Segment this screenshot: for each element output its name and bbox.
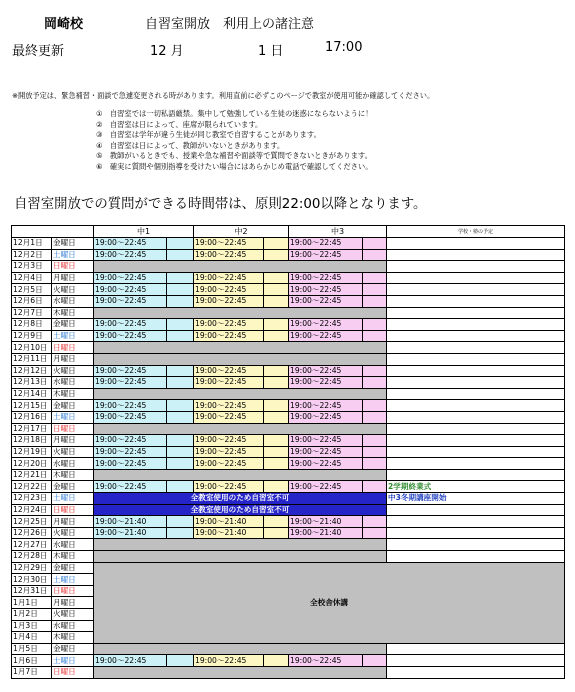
open-time-spacer xyxy=(167,319,194,331)
open-time-spacer xyxy=(167,400,194,412)
school-plan-cell xyxy=(387,551,565,563)
open-time-spacer xyxy=(363,295,387,307)
weekday-cell: 水曜日 xyxy=(52,620,94,632)
weekday-cell: 水曜日 xyxy=(52,458,94,470)
table-row xyxy=(12,272,565,284)
open-time-c1: 19:00～22:45 xyxy=(94,284,167,296)
weekday-cell: 火曜日 xyxy=(52,365,94,377)
weekday-cell: 日曜日 xyxy=(52,585,94,597)
date-cell: 1月5日 xyxy=(12,643,52,655)
closed-room-cell xyxy=(94,342,387,354)
weekday-cell: 土曜日 xyxy=(52,493,94,505)
school-plan-cell xyxy=(387,643,565,655)
school-plan-cell: 2学期終業式 xyxy=(387,481,565,493)
school-name: 岡崎校 xyxy=(44,17,84,32)
weekday-cell: 木曜日 xyxy=(52,551,94,563)
school-plan-cell xyxy=(387,458,565,470)
date-cell: 12月8日 xyxy=(12,319,52,331)
open-time-c3: 19:00～22:45 xyxy=(289,295,363,307)
school-plan-cell xyxy=(387,446,565,458)
open-time-spacer xyxy=(167,238,194,250)
open-time-c2: 19:00～22:45 xyxy=(194,330,264,342)
weekday-cell: 木曜日 xyxy=(52,307,94,319)
open-time-c2: 19:00～22:45 xyxy=(194,284,264,296)
date-cell: 1月2日 xyxy=(12,609,52,621)
open-time-spacer xyxy=(363,272,387,284)
weekday-cell: 火曜日 xyxy=(52,527,94,539)
date-cell: 12月28日 xyxy=(12,551,52,563)
open-time-spacer xyxy=(264,238,289,250)
open-time-spacer xyxy=(167,458,194,470)
weekday-cell: 土曜日 xyxy=(52,655,94,667)
weekday-cell: 日曜日 xyxy=(52,666,94,678)
open-time-c2: 19:00～21:40 xyxy=(194,516,264,528)
table-row xyxy=(12,493,565,505)
date-cell: 12月20日 xyxy=(12,458,52,470)
closure-notice: 全校舎休講 xyxy=(94,562,565,643)
open-time-c3: 19:00～22:45 xyxy=(289,249,363,261)
table-row xyxy=(12,411,565,423)
page-title: 自習室開放 利用上の諸注意 xyxy=(145,17,315,32)
weekday-cell: 月曜日 xyxy=(52,516,94,528)
open-time-spacer xyxy=(363,446,387,458)
open-time-spacer xyxy=(264,458,289,470)
open-time-c1: 19:00～22:45 xyxy=(94,330,167,342)
table-row xyxy=(12,481,565,493)
open-time-spacer xyxy=(167,435,194,447)
open-time-c3: 19:00～22:45 xyxy=(289,238,363,250)
table-header-row xyxy=(12,226,565,238)
updated-day: 1 日 xyxy=(258,44,284,59)
weekday-cell: 火曜日 xyxy=(52,609,94,621)
date-cell: 12月1日 xyxy=(12,238,52,250)
date-cell: 12月18日 xyxy=(12,435,52,447)
date-cell: 12月30日 xyxy=(12,574,52,586)
date-cell: 12月17日 xyxy=(12,423,52,435)
open-time-c2: 19:00～22:45 xyxy=(194,365,264,377)
open-time-spacer xyxy=(264,400,289,412)
open-time-c3: 19:00～22:45 xyxy=(289,377,363,389)
table-row xyxy=(12,655,565,667)
date-cell: 12月9日 xyxy=(12,330,52,342)
date-cell: 12月11日 xyxy=(12,353,52,365)
open-time-c2: 19:00～22:45 xyxy=(194,272,264,284)
weekday-cell: 金曜日 xyxy=(52,238,94,250)
school-plan-cell xyxy=(387,655,565,667)
closed-room-cell xyxy=(94,261,387,273)
open-time-spacer xyxy=(363,458,387,470)
table-row xyxy=(12,319,565,331)
open-time-c3: 19:00～22:45 xyxy=(289,481,363,493)
schedule-notice: ※開放予定は、緊急補習・面談で急遽変更される時があります。利用直前に必ずこのページで教室が使用可能か確認してください。 xyxy=(12,91,435,100)
table-row xyxy=(12,551,565,563)
school-plan-cell xyxy=(387,330,565,342)
table-row xyxy=(12,365,565,377)
open-time-spacer xyxy=(167,249,194,261)
date-cell: 12月23日 xyxy=(12,493,52,505)
open-time-spacer xyxy=(167,377,194,389)
open-time-c2: 19:00～22:45 xyxy=(194,400,264,412)
school-plan-cell xyxy=(387,284,565,296)
header-grade-1: 中1 xyxy=(94,226,194,238)
open-time-c2: 19:00～22:45 xyxy=(194,411,264,423)
open-time-spacer xyxy=(167,516,194,528)
open-time-spacer xyxy=(264,272,289,284)
open-time-c1: 19:00～22:45 xyxy=(94,238,167,250)
date-cell: 1月7日 xyxy=(12,666,52,678)
weekday-cell: 月曜日 xyxy=(52,272,94,284)
date-cell: 12月22日 xyxy=(12,481,52,493)
header-blank xyxy=(12,226,94,238)
open-time-c2: 19:00～21:40 xyxy=(194,527,264,539)
school-plan-cell xyxy=(387,319,565,331)
open-time-c3: 19:00～22:45 xyxy=(289,446,363,458)
table-row xyxy=(12,307,565,319)
table-row xyxy=(12,504,565,516)
table-row xyxy=(12,423,565,435)
no-study-room-banner: 全教室使用のため自習室不可 xyxy=(94,493,387,505)
weekday-cell: 土曜日 xyxy=(52,330,94,342)
open-time-spacer xyxy=(363,481,387,493)
table-row xyxy=(12,400,565,412)
weekday-cell: 金曜日 xyxy=(52,319,94,331)
open-time-spacer xyxy=(167,446,194,458)
weekday-cell: 水曜日 xyxy=(52,377,94,389)
date-cell: 12月10日 xyxy=(12,342,52,354)
open-time-spacer xyxy=(264,435,289,447)
table-row xyxy=(12,469,565,481)
open-time-c3: 19:00～22:45 xyxy=(289,365,363,377)
table-row xyxy=(12,330,565,342)
header-grade-3: 中3 xyxy=(289,226,387,238)
open-time-spacer xyxy=(167,284,194,296)
table-row xyxy=(12,643,565,655)
open-time-c3: 19:00～22:45 xyxy=(289,272,363,284)
school-plan-cell xyxy=(387,307,565,319)
open-time-c3: 19:00～21:40 xyxy=(289,527,363,539)
weekday-cell: 金曜日 xyxy=(52,643,94,655)
open-time-c1: 19:00～21:40 xyxy=(94,527,167,539)
open-time-spacer xyxy=(363,238,387,250)
open-time-c1: 19:00～22:45 xyxy=(94,481,167,493)
open-time-c3: 19:00～22:45 xyxy=(289,400,363,412)
closed-room-cell xyxy=(94,469,387,481)
closed-room-cell xyxy=(94,539,387,551)
open-time-spacer xyxy=(264,411,289,423)
table-row xyxy=(12,284,565,296)
open-time-spacer xyxy=(167,365,194,377)
weekday-cell: 水曜日 xyxy=(52,539,94,551)
weekday-cell: 月曜日 xyxy=(52,435,94,447)
updated-time: 17:00 xyxy=(325,40,363,55)
header-school-plan: 学校・塾の予定 xyxy=(387,226,565,238)
school-plan-cell xyxy=(387,353,565,365)
school-plan-cell xyxy=(387,666,565,678)
open-time-spacer xyxy=(264,655,289,667)
table-row xyxy=(12,353,565,365)
rule-item: ⑤ 教師がいるときでも、授業や急な補習や面談等で質問できないときがあります。 xyxy=(96,151,372,161)
open-time-spacer xyxy=(167,272,194,284)
weekday-cell: 木曜日 xyxy=(52,469,94,481)
open-time-c1: 19:00～22:45 xyxy=(94,458,167,470)
open-time-spacer xyxy=(363,249,387,261)
date-cell: 12月16日 xyxy=(12,411,52,423)
school-plan-cell xyxy=(387,295,565,307)
date-cell: 1月1日 xyxy=(12,597,52,609)
open-time-c3: 19:00～22:45 xyxy=(289,655,363,667)
weekday-cell: 日曜日 xyxy=(52,423,94,435)
open-time-c1: 19:00～22:45 xyxy=(94,446,167,458)
weekday-cell: 金曜日 xyxy=(52,562,94,574)
date-cell: 12月15日 xyxy=(12,400,52,412)
school-plan-cell xyxy=(387,272,565,284)
closed-room-cell xyxy=(94,643,387,655)
rules-list xyxy=(96,109,373,173)
rule-item: ② 自習室は日によって、座席が限られています。 xyxy=(96,119,263,129)
open-time-spacer xyxy=(264,295,289,307)
date-cell: 12月21日 xyxy=(12,469,52,481)
date-cell: 1月4日 xyxy=(12,632,52,644)
school-plan-cell xyxy=(387,400,565,412)
open-time-spacer xyxy=(363,319,387,331)
school-plan-cell xyxy=(387,238,565,250)
rule-item: ① 自習室では一切私語厳禁。集中して勉強している生徒の迷惑にならないように！ xyxy=(96,109,373,118)
date-cell: 1月6日 xyxy=(12,655,52,667)
weekday-cell: 水曜日 xyxy=(52,295,94,307)
open-time-spacer xyxy=(363,365,387,377)
open-time-spacer xyxy=(363,435,387,447)
weekday-cell: 土曜日 xyxy=(52,249,94,261)
date-cell: 12月6日 xyxy=(12,295,52,307)
open-time-c1: 19:00～22:45 xyxy=(94,319,167,331)
date-cell: 12月29日 xyxy=(12,562,52,574)
open-time-c2: 19:00～22:45 xyxy=(194,446,264,458)
open-time-spacer xyxy=(167,411,194,423)
open-time-spacer xyxy=(167,295,194,307)
open-time-spacer xyxy=(363,516,387,528)
closed-room-cell xyxy=(94,353,387,365)
school-plan-cell xyxy=(387,249,565,261)
date-cell: 12月24日 xyxy=(12,504,52,516)
schedule-table xyxy=(11,225,565,679)
open-time-c2: 19:00～22:45 xyxy=(194,458,264,470)
table-row xyxy=(12,238,565,250)
open-time-c3: 19:00～22:45 xyxy=(289,435,363,447)
open-time-c2: 19:00～22:45 xyxy=(194,238,264,250)
table-row xyxy=(12,458,565,470)
school-plan-cell xyxy=(387,469,565,481)
open-time-spacer xyxy=(264,377,289,389)
closed-room-cell xyxy=(94,551,387,563)
table-row xyxy=(12,342,565,354)
school-plan-cell xyxy=(387,423,565,435)
table-row xyxy=(12,388,565,400)
table-row xyxy=(12,295,565,307)
table-row xyxy=(12,377,565,389)
open-time-c1: 19:00～22:45 xyxy=(94,435,167,447)
date-cell: 12月3日 xyxy=(12,261,52,273)
school-plan-cell: 中3冬期講座開始 xyxy=(387,493,565,505)
weekday-cell: 土曜日 xyxy=(52,574,94,586)
closed-room-cell xyxy=(94,388,387,400)
rule-item: ④ 自習室は日によって、教師がいないときがあります。 xyxy=(96,140,285,150)
no-study-room-banner: 全教室使用のため自習室不可 xyxy=(94,504,387,516)
open-time-c1: 19:00～22:45 xyxy=(94,655,167,667)
open-time-spacer xyxy=(264,249,289,261)
open-time-c1: 19:00～22:45 xyxy=(94,400,167,412)
header-grade-2: 中2 xyxy=(194,226,289,238)
date-cell: 12月27日 xyxy=(12,539,52,551)
school-plan-cell xyxy=(387,388,565,400)
open-time-c2: 19:00～22:45 xyxy=(194,249,264,261)
open-time-c3: 19:00～22:45 xyxy=(289,319,363,331)
date-cell: 12月13日 xyxy=(12,377,52,389)
school-plan-cell xyxy=(387,365,565,377)
weekday-cell: 日曜日 xyxy=(52,342,94,354)
open-time-spacer xyxy=(363,411,387,423)
table-row xyxy=(12,249,565,261)
date-cell: 12月31日 xyxy=(12,585,52,597)
open-time-c1: 19:00～22:45 xyxy=(94,377,167,389)
school-plan-cell xyxy=(387,342,565,354)
updated-month: 12 月 xyxy=(150,44,184,59)
school-plan-cell xyxy=(387,516,565,528)
open-time-c2: 19:00～22:45 xyxy=(194,481,264,493)
open-time-spacer xyxy=(167,655,194,667)
closed-room-cell xyxy=(94,423,387,435)
open-time-spacer xyxy=(264,284,289,296)
table-row xyxy=(12,527,565,539)
weekday-cell: 日曜日 xyxy=(52,261,94,273)
open-time-spacer xyxy=(167,481,194,493)
weekday-cell: 日曜日 xyxy=(52,504,94,516)
weekday-cell: 火曜日 xyxy=(52,284,94,296)
date-cell: 12月25日 xyxy=(12,516,52,528)
open-time-c2: 19:00～22:45 xyxy=(194,319,264,331)
weekday-cell: 火曜日 xyxy=(52,446,94,458)
open-time-spacer xyxy=(363,400,387,412)
school-plan-cell xyxy=(387,377,565,389)
open-time-c1: 19:00～22:45 xyxy=(94,272,167,284)
open-time-spacer xyxy=(264,446,289,458)
school-plan-cell xyxy=(387,504,565,516)
closed-room-cell xyxy=(94,666,387,678)
date-cell: 12月2日 xyxy=(12,249,52,261)
date-cell: 12月14日 xyxy=(12,388,52,400)
school-plan-cell xyxy=(387,261,565,273)
open-time-c1: 19:00～22:45 xyxy=(94,411,167,423)
open-time-c3: 19:00～21:40 xyxy=(289,516,363,528)
table-row xyxy=(12,539,565,551)
date-cell: 12月4日 xyxy=(12,272,52,284)
open-time-spacer xyxy=(363,377,387,389)
open-time-spacer xyxy=(264,516,289,528)
date-cell: 12月26日 xyxy=(12,527,52,539)
closed-room-cell xyxy=(94,307,387,319)
weekday-cell: 月曜日 xyxy=(52,353,94,365)
weekday-cell: 土曜日 xyxy=(52,411,94,423)
school-plan-cell xyxy=(387,411,565,423)
rule-item: ③ 自習室は学年が違う生徒が同じ教室で自習することがあります。 xyxy=(96,130,321,140)
date-cell: 1月3日 xyxy=(12,620,52,632)
open-time-c1: 19:00～22:45 xyxy=(94,295,167,307)
school-plan-cell xyxy=(387,435,565,447)
open-time-spacer xyxy=(363,655,387,667)
open-time-spacer xyxy=(264,365,289,377)
school-plan-cell xyxy=(387,539,565,551)
open-time-c2: 19:00～22:45 xyxy=(194,377,264,389)
open-time-c2: 19:00～22:45 xyxy=(194,655,264,667)
open-time-c3: 19:00～22:45 xyxy=(289,411,363,423)
open-time-c3: 19:00～22:45 xyxy=(289,284,363,296)
table-row xyxy=(12,562,565,574)
updated-label: 最終更新 xyxy=(12,44,65,59)
weekday-cell: 木曜日 xyxy=(52,388,94,400)
rule-item: ⑥ 確実に質問や個別指導を受けたい場合にはあらかじめ電話で確認してください。 xyxy=(96,161,373,171)
open-time-c1: 19:00～21:40 xyxy=(94,516,167,528)
open-time-c3: 19:00～22:45 xyxy=(289,458,363,470)
open-time-spacer xyxy=(264,527,289,539)
date-cell: 12月19日 xyxy=(12,446,52,458)
table-row xyxy=(12,666,565,678)
school-plan-cell xyxy=(387,527,565,539)
open-time-spacer xyxy=(264,330,289,342)
table-row xyxy=(12,435,565,447)
open-time-spacer xyxy=(167,527,194,539)
table-row xyxy=(12,446,565,458)
date-cell: 12月7日 xyxy=(12,307,52,319)
open-time-c3: 19:00～22:45 xyxy=(289,330,363,342)
weekday-cell: 金曜日 xyxy=(52,481,94,493)
date-cell: 12月12日 xyxy=(12,365,52,377)
weekday-cell: 月曜日 xyxy=(52,597,94,609)
open-time-spacer xyxy=(363,284,387,296)
open-time-spacer xyxy=(167,330,194,342)
open-time-spacer xyxy=(264,481,289,493)
open-time-c2: 19:00～22:45 xyxy=(194,295,264,307)
open-time-c1: 19:00～22:45 xyxy=(94,249,167,261)
table-row xyxy=(12,261,565,273)
date-cell: 12月5日 xyxy=(12,284,52,296)
table-row xyxy=(12,516,565,528)
open-time-c1: 19:00～22:45 xyxy=(94,365,167,377)
weekday-cell: 金曜日 xyxy=(52,400,94,412)
open-time-spacer xyxy=(363,527,387,539)
question-time-headline: 自習室開放での質問ができる時間帯は、原則22:00以降となります。 xyxy=(14,197,427,212)
open-time-spacer xyxy=(363,330,387,342)
open-time-c2: 19:00～22:45 xyxy=(194,435,264,447)
weekday-cell: 木曜日 xyxy=(52,632,94,644)
open-time-spacer xyxy=(264,319,289,331)
